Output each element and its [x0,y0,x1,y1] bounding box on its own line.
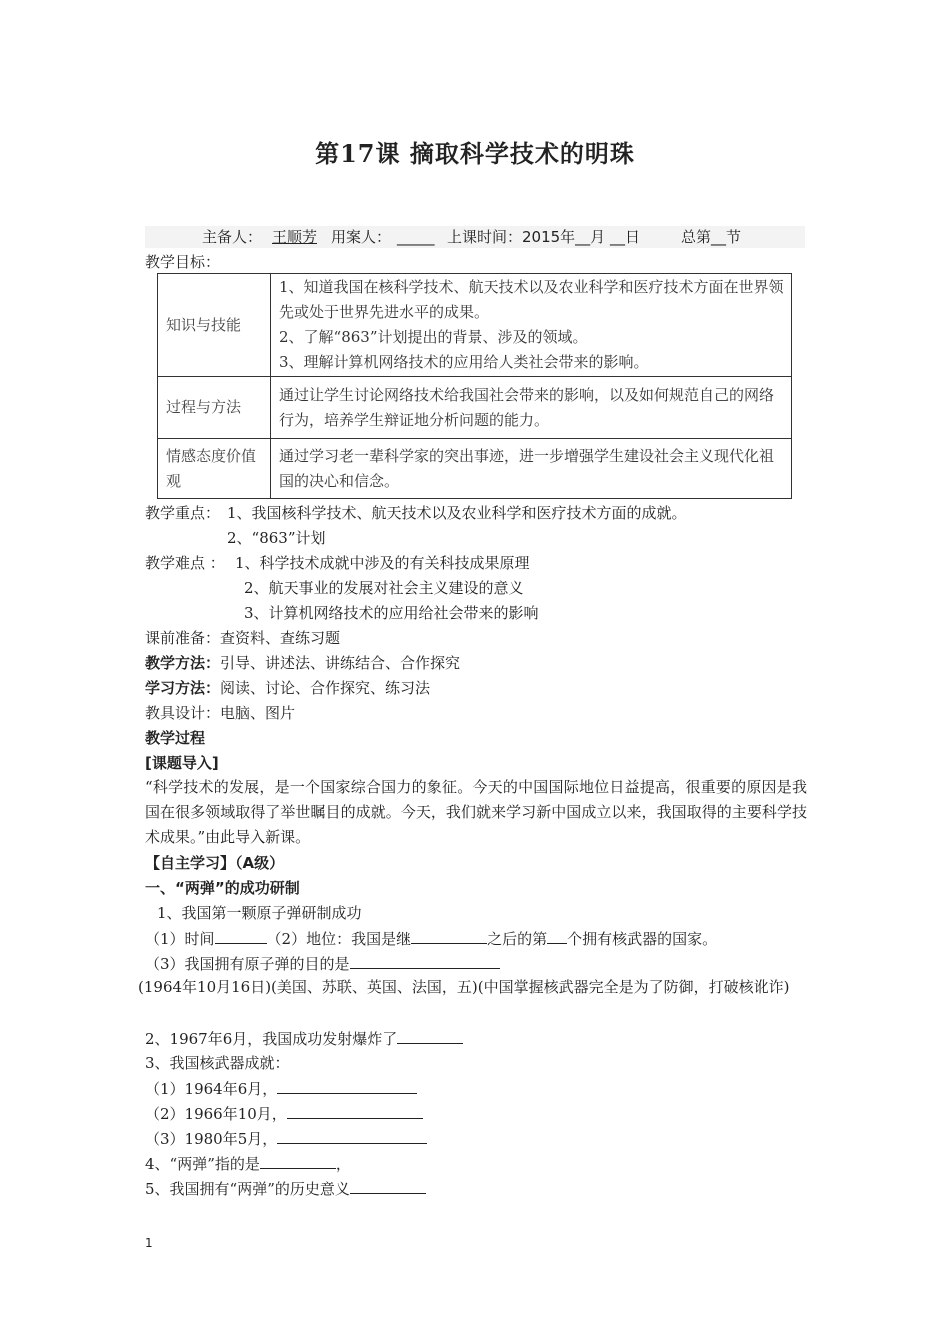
table-row [158,274,792,377]
learning-method [145,677,430,699]
answer-blank[interactable] [547,927,567,944]
section-number: 一、 [145,879,176,897]
answer-note [138,975,808,1000]
goal-line: 3、理解计算机网络技术的应用给人类社会带来的影响。 [279,353,649,371]
question-4 [145,1152,351,1175]
question-1-3 [145,952,500,975]
preparer-label: 主备人： [202,228,263,246]
self-study-title: 【自主学习】 [145,854,236,872]
goals-label: 教学目标： [145,253,221,271]
teaching-method-label: 教学方法： [145,654,221,672]
question-3-item [145,1102,423,1125]
goal-label: 情感态度价值 观 [158,439,271,499]
goal-text [271,274,792,377]
question-text: （2）地位：我国是继 [266,930,412,948]
question-text: （2）1966年10月， [145,1105,287,1123]
goal-label: 过程与方法 [158,377,271,439]
question-text: 5、我国拥有“两弹”的历史意义 [145,1180,350,1198]
teaching-method [145,652,460,674]
teaching-tools-value: 电脑、图片 [220,704,296,722]
answer-blank[interactable] [350,952,500,969]
key-points-label: 教学重点： [145,504,221,522]
question-text: （3）我国拥有原子弹的目的是 [145,955,350,973]
goal-text [271,377,792,439]
class-prep [145,627,340,649]
user-label: 用案人： [331,228,392,246]
answer-blank[interactable] [350,1177,426,1194]
section-heading [145,877,300,899]
answer-blank[interactable] [215,927,267,944]
answer-note-text: (1964年10月16日)(美国、苏联、英国、法国，五)(中国掌握核武器完全是为了防御，打破核讹诈) [138,978,790,996]
section-title: “两弹”的成功研制 [175,879,300,897]
question-text: 个拥有核武器的国家。 [567,930,718,948]
key-point-item: 2、“863”计划 [227,529,326,547]
answer-blank[interactable] [277,1127,427,1144]
teaching-tools-label: 教具设计： [145,704,221,722]
goal-line: 通过让学生讨论网络技术给我国社会带来的影响，以及如何规范自己的网络行为，培养学生辩证地分析问题的能力。 [279,385,775,429]
page-title: 第17课 摘取科学技术的明珠 [315,139,635,168]
answer-blank[interactable] [287,1102,423,1119]
key-point-item: 1、我国核科学技术、航天技术以及农业科学和医疗技术方面的成就。 [227,504,687,522]
class-time: 上课时间：2015年__月 __日 [447,228,640,246]
question-text: ， [335,1155,351,1173]
question-text: （3）1980年5月， [145,1130,278,1148]
difficulty-item: 3、计算机网络技术的应用给社会带来的影响 [244,604,539,622]
question-5 [145,1177,426,1200]
learning-method-label: 学习方法： [145,679,221,697]
table-row [158,377,792,439]
answer-blank[interactable] [397,1027,463,1044]
preparer-name: 王顺芳 [272,228,318,246]
teaching-tools [145,702,295,724]
table-row [158,439,792,499]
goal-line: 1、知道我国在核科学技术、航天技术以及农业科学和医疗技术方面在世界领先或处于世界先进水平的成果。 [279,278,784,321]
question-text: （1）时间 [145,930,215,948]
goal-line: 通过学习老一辈科学家的突出事迹，进一步增强学生建设社会主义现代化祖国的决心和信念。 [279,446,775,490]
difficulty-item: 1、科学技术成就中涉及的有关科技成果原理 [235,554,530,572]
question-1-1 [145,927,717,950]
question-3-item [145,1077,417,1100]
page-number: 1 [145,1236,153,1250]
answer-blank[interactable] [260,1152,336,1169]
process-heading: 教学过程 [145,729,206,747]
question-text: 2、1967年6月，我国成功发射爆炸了 [145,1030,398,1048]
question-3: 3、我国核武器成就： [145,1054,290,1072]
answer-blank[interactable] [277,1077,417,1094]
class-prep-label: 课前准备： [145,629,221,647]
goals-table [157,273,792,499]
class-prep-value: 查资料、查练习题 [220,629,341,647]
question-text: （1）1964年6月， [145,1080,278,1098]
question-text: 4、“两弹”指的是 [145,1155,260,1173]
intro-paragraph: “科学技术的发展，是一个国家综合国力的象征。今天的中国国际地位日益提高，很重要的原因是我国在很多领域取得了举世瞩目的成就。今天，我们就来学习新中国成立以来，我国取得的主要科学技术成果。”由此导入新课。 [145,778,807,846]
question-2 [145,1027,463,1050]
answer-blank[interactable] [411,927,487,944]
goal-text [271,439,792,499]
learning-method-value: 阅读、讨论、合作探究、练习法 [220,679,431,697]
goal-label: 知识与技能 [158,274,271,377]
difficulties-label: 教学难点 ： [145,554,225,572]
intro-heading: [课题导入] [145,754,219,772]
goal-line: 2、了解“863”计划提出的背景、涉及的领域。 [279,328,588,346]
teaching-method-value: 引导、讲述法、讲练结合、合作探究 [220,654,461,672]
self-study-heading [145,852,284,874]
user-blank: _____ [397,228,435,246]
question-text: 之后的第 [487,930,548,948]
question-3-item [145,1127,427,1150]
period-number: 总第__节 [681,228,742,246]
preparer-info-bar [145,226,805,248]
question-1: 1、我国第一颗原子弹研制成功 [157,904,362,922]
self-study-level: （A级） [235,854,285,872]
difficulty-item: 2、航天事业的发展对社会主义建设的意义 [244,579,524,597]
